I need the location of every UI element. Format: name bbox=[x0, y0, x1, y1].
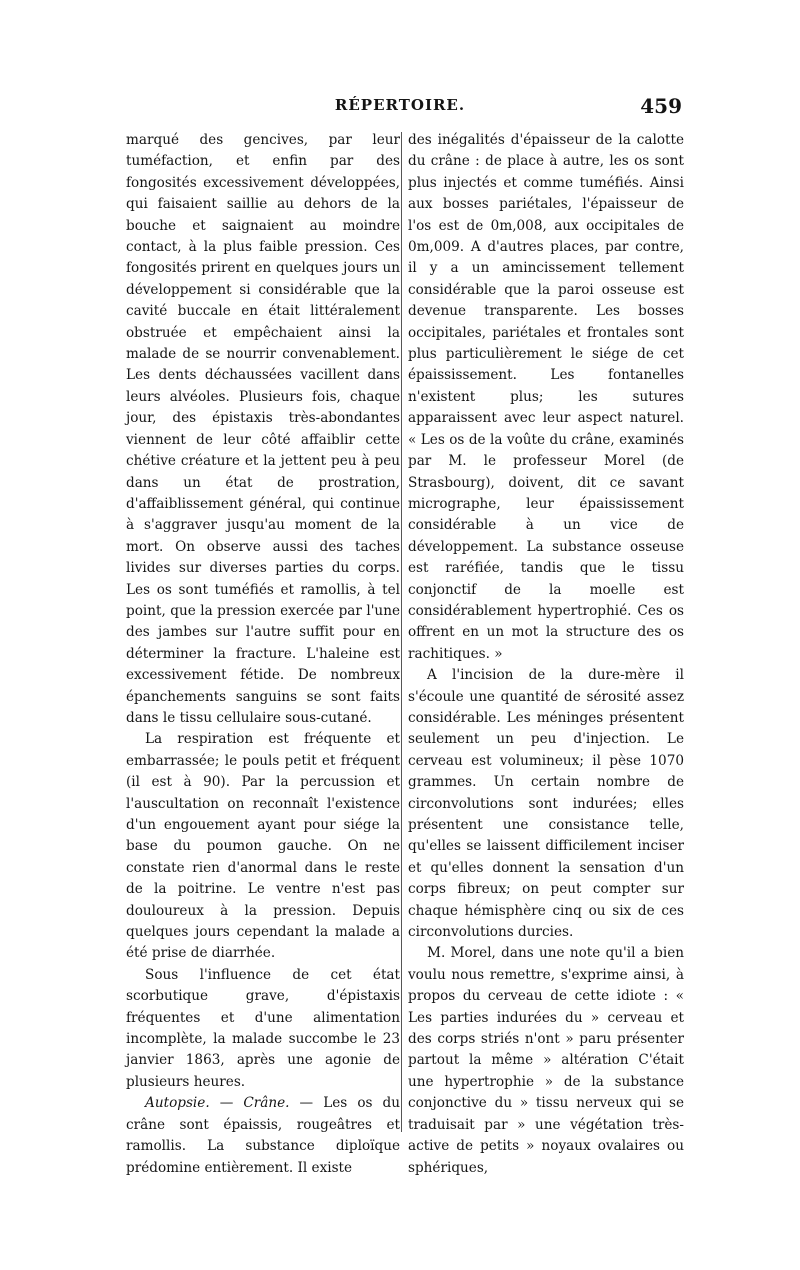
paragraph-autopsy bbox=[126, 1093, 400, 1179]
autopsy-text: — Les os du crâne sont épaissis, rougeâtres et ramollis. La substance diploïque prédomine entièrement. Il existe bbox=[126, 1095, 400, 1176]
left-column bbox=[126, 130, 400, 1179]
paragraph-scorbutic-state: Sous l'influence de cet état scorbutique grave, d'épistaxis fréquentes et d'une alimentation incomplète, la malade succombe le 23 janvier 1863, après une agonie de plusieurs heures. bbox=[126, 966, 400, 1090]
paragraph-dura-mater: A l'incision de la dure-mère il s'écoule une quantité de sérosité assez considérable. Les méninges présentent seulement un peu d'injection. Le cerveau est volumineux; il pèse 1070 grammes. Un certain nombre de circonvolutions sont indurées; elles présentent une consistance telle, qu'elles se laissent difficilement inciser et qu'elles donnent la sensation d'un corps fibreux; on peut compter sur chaque hémisphère cinq ou six de ces circonvolutions durcies. bbox=[408, 667, 684, 941]
column-divider bbox=[401, 132, 402, 1132]
paragraph-continued: marqué des gencives, par leur tuméfaction, et enfin par des fongosités excessivement développées, qui faisaient saillie au dehors de la bouche et saignaient au moindre contact, à la plus faible pression. Ces fongosités prirent en quelques jours un développement si considérable que la cavité buccale en était littéralement obstruée et empêchaient ainsi la malade de se nourrir convenablement. Les dents déchaussées vacillent dans leurs alvéoles. Plusieurs fois, chaque jour, des épistaxis très-abondantes viennent de leur côté affaiblir cette chétive créature et la jettent peu à peu dans un état de prostration, d'affaiblissement général, qui continue à s'aggraver jusqu'au moment de la mort. On observe aussi des taches livides sur diverses parties du corps. Les os sont tuméfiés et ramollis, à tel point, que la pression exercée par l'une des jambes sur l'autre suffit pour en déterminer la fracture. L'haleine est excessivement fétide. De nombreux épanchements sanguins se sont faits dans le tissu cellulaire sous-cutané. bbox=[126, 132, 400, 726]
page-header bbox=[118, 96, 682, 120]
running-title: RÉPERTOIRE. bbox=[334, 96, 466, 114]
paragraph-morel-note: M. Morel, dans une note qu'il a bien voulu nous remettre, s'exprime ainsi, à propos du cerveau de cette idiote : « Les parties indurées du » cerveau et des corps striés n'ont » paru présenter partout la même » altération C'était une hypertrophie » de la substance conjonctive du » tissu nerveux qui se traduisait par » une végétation très-active de petits » noyaux ovalaires ou sphériques, bbox=[408, 945, 684, 1176]
autopsy-label: Autopsie. bbox=[145, 1095, 210, 1112]
page-number: 459 bbox=[640, 94, 682, 118]
separator: — bbox=[209, 1095, 244, 1112]
paragraph-respiration: La respiration est fréquente et embarrassée; le pouls petit et fréquent (il est à 90). Par la percussion et l'auscultation on reconnaît l'existence d'un engouement ayant pour siége la base du poumon gauche. On ne constate rien d'anormal dans le reste de la poitrine. Le ventre n'est pas douloureux à la pression. Depuis quelques jours cependant la malade a été prise de diarrhée. bbox=[126, 731, 400, 962]
skull-label: Crâne. bbox=[243, 1095, 290, 1112]
right-column bbox=[408, 130, 684, 1179]
paragraph-skull-thickness: des inégalités d'épaisseur de la calotte du crâne : de place à autre, les os sont plus injectés et comme tuméfiés. Ainsi aux bosses pariétales, l'épaisseur de l'os est de 0m,008, aux occipitales de 0m,009. A d'autres places, par contre, il y a un amincissement tellement considérable que la paroi osseuse est devenue transparente. Les bosses occipitales, pariétales et frontales sont plus particulièrement le siége de cet épaississement. Les fontanelles n'existent plus; les sutures apparaissent avec leur aspect naturel. « Les os de la voûte du crâne, examinés par M. le professeur Morel (de Strasbourg), doivent, dit ce savant micrographe, leur épaississement considérable à un vice de développement. La substance osseuse est raréfiée, tandis que le tissu conjonctif de la moelle est considérablement hypertrophié. Ces os offrent en un mot la structure des os rachitiques. » bbox=[408, 132, 684, 662]
